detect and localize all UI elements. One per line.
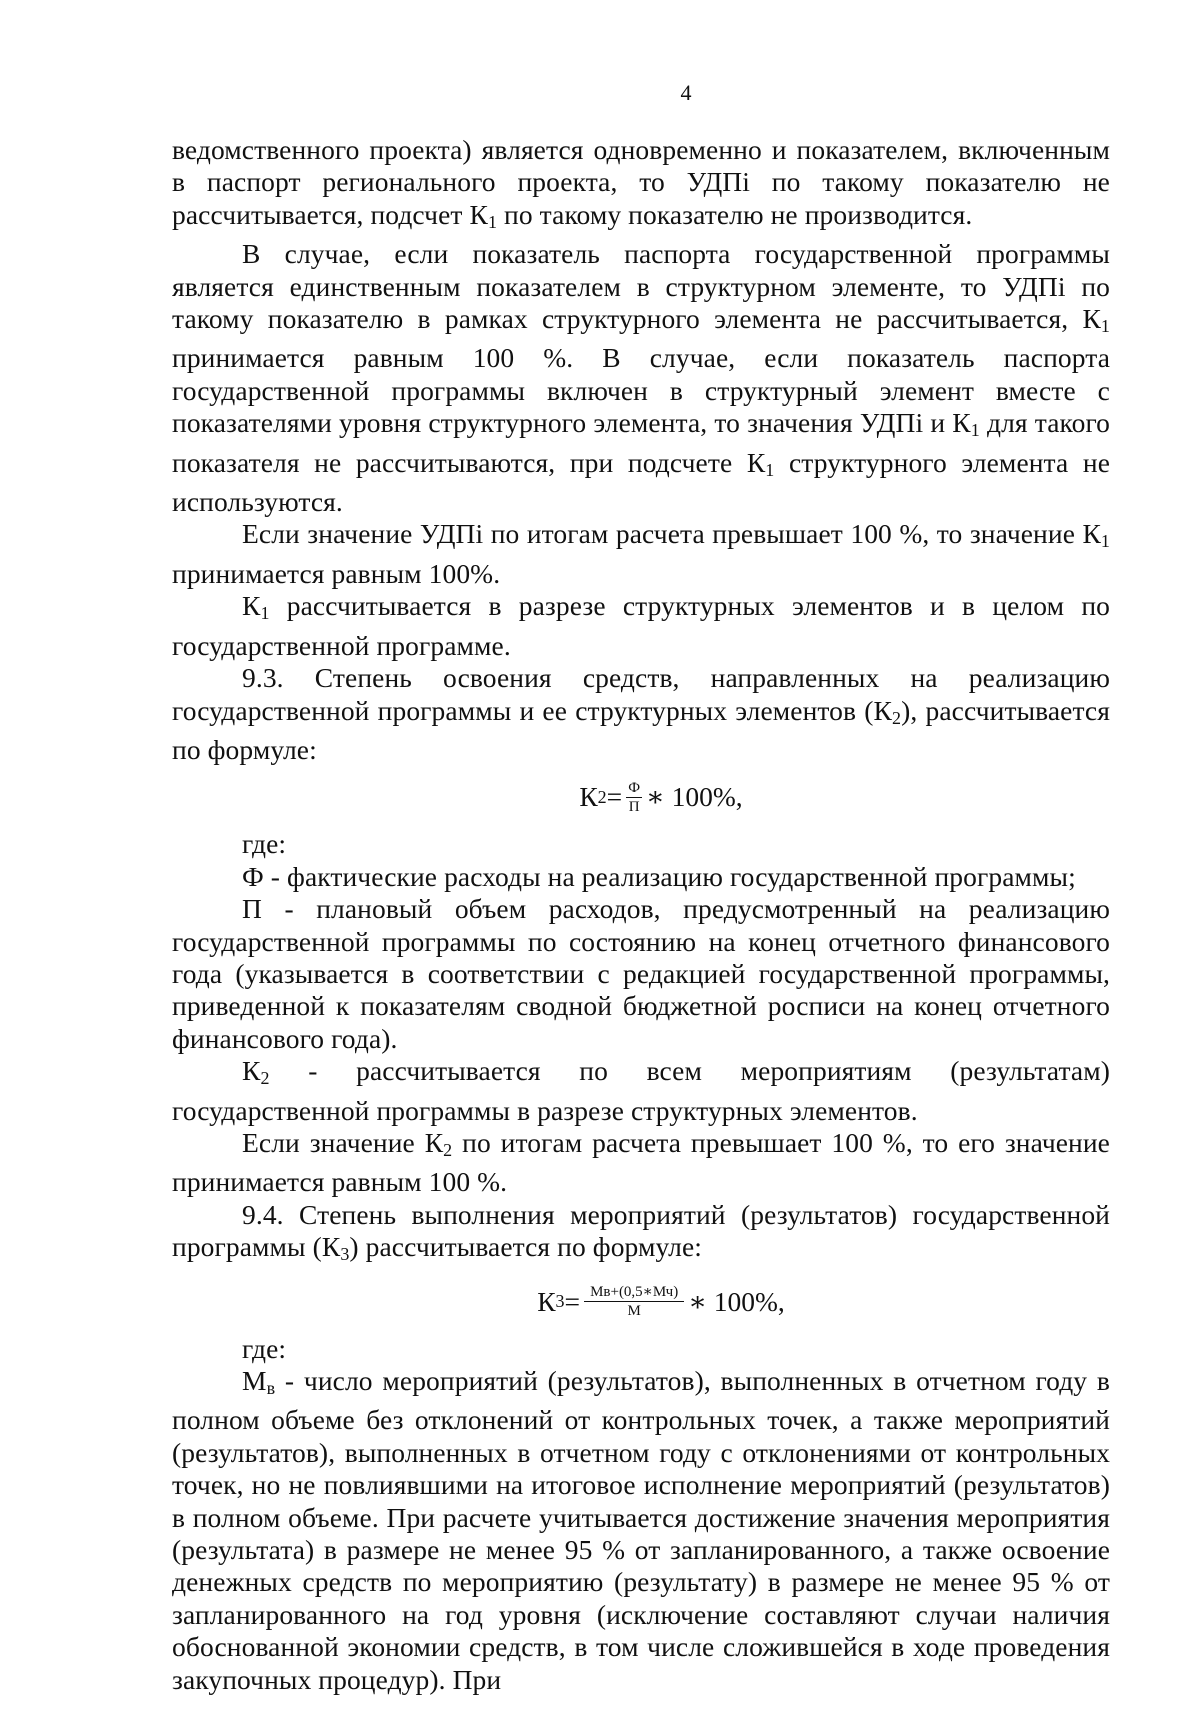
formula-k3: К 3 = $\frac{Мв+(0,5∗Мч)}{М}$ ∗ 100%, — [537, 1284, 785, 1320]
paragraph-k2-scope: $К_2$ - рассчитывается по всем мероприятиям (результатам) государственной программы в разрезе структурных элементов. — [172, 1055, 1110, 1126]
definition-p: П - плановый объем расходов, предусмотренный на реализацию государственной программы по состоянию на конец отчетного финансового года (указывается в соответствии с редакцией государственной программы, приведенной к показателям сводной бюджетной росписи на конец отчетного финансового года). — [172, 893, 1110, 1054]
paragraph-1: ведомственного проекта) является одновременно и показателем, включенным в паспорт регионального проекта, то УДПі по такому показателю не рассчитывается, подсчет $К_1$ по такому показателю не производится. — [172, 134, 1110, 232]
paragraph-4: $К_1$ рассчитывается в разрезе структурных элементов и в целом по государственной программе. — [172, 590, 1110, 661]
where-label-1: где: — [242, 828, 287, 860]
definition-mv: $М_в$ - число мероприятий (результатов), выполненных в отчетном году в полном объеме без отклонений от контрольных точек, а также мероприятий (результатов), выполненных в отчетном году с отклонениями от контрольных точек, но не повлиявшими на итоговое исполнение мероприятий (результатов) в полном объеме. При расчете учитывается достижение значения мероприятия (результата) в размере не менее 95 % от запланированного, а также освоение денежных средств по мероприятию (результату) в размере не менее 95 % от запланированного на год уровня (исключение составляют случаи наличия обоснованной экономии средств, в том числе сложившейся в ходе проведения закупочных процедур). При — [172, 1365, 1110, 1695]
paragraph-9-4: 9.4. Степень выполнения мероприятий (результатов) государственной программы $(К_3)$ рассчитывается по формуле: — [172, 1198, 1110, 1265]
paragraph-9-3: 9.3. Степень освоения средств, направленных на реализацию государственной программы и ее структурных элементов $(К_2)$, рассчитывается по формуле: — [172, 662, 1110, 765]
definition-f: Ф - фактические расходы на реализацию государственной программы; — [242, 860, 1076, 892]
paragraph-3: Если значение УДПі по итогам расчета превышает 100 %, то значение $К_1$ принимается равным 100%. — [172, 518, 1110, 589]
paragraph-2: В случае, если показатель паспорта государственной программы является единственным показателем в структурном элементе, то УДПі по такому показателю в рамках структурного элемента не рассчитывается, $К_1$ принимается равным 100 %. В случае, если показатель паспорта государственной программы включен в структурный элемент вместе с показателями уровня структурного элемента, то значения УДПі и $К_1$ для такого показателя не рассчитываются, при подсчете $К_1$ структурного элемента не используются. — [172, 238, 1111, 518]
paragraph-k2-cap: Если значение $К_2$ по итогам расчета превышает 100 %, то его значение принимается равным 100 %. — [172, 1126, 1110, 1198]
fraction-k2: $\frac{Ф}{П}$ — [628, 779, 641, 815]
fraction-k3: $\frac{Мв+(0,5∗Мч)}{М}$ — [584, 1283, 684, 1320]
where-label-2: где: — [242, 1332, 287, 1364]
page-number: 4 — [680, 80, 692, 105]
formula-k2: К 2 = $\frac{Ф}{П}$ ∗ 100%, — [579, 779, 743, 815]
